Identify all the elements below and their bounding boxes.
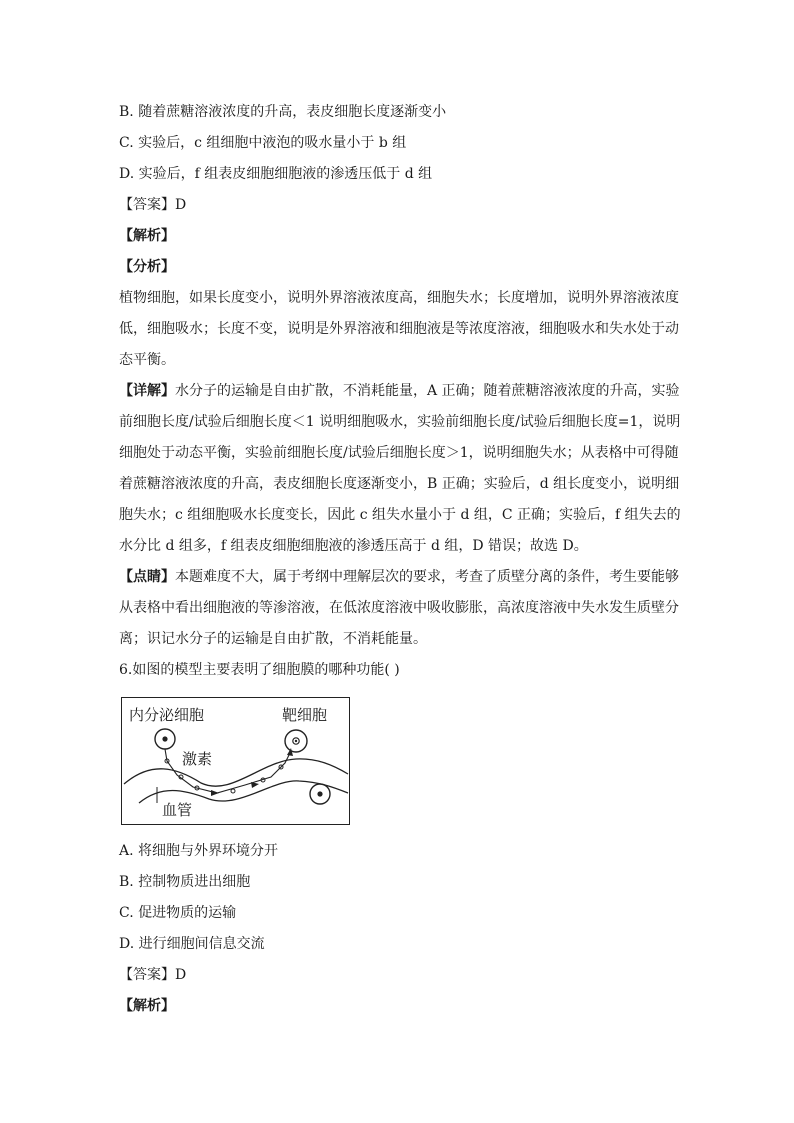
q6-option-d: D. 进行细胞间信息交流 [119, 936, 265, 952]
figure-label-target-cell: 靶细胞 [282, 706, 328, 724]
q5-dianjing-text-1: 本题难度不大，属于考纲中理解层次的要求，考查了质壁分离的条件，考生要能够 [175, 569, 679, 585]
q6-answer: 【答案】D [119, 967, 187, 983]
q5-xiangjie-text-1: 水分子的运输是自由扩散，不消耗能量，A 正确；随着蔗糖溶液浓度的升高，实验 [175, 383, 680, 399]
q6-analysis-label: 【解析】 [119, 998, 175, 1014]
figure-label-hormone: 激素 [182, 750, 213, 768]
q5-analysis-label: 【解析】 [119, 228, 175, 244]
q5-xiangjie-label: 【详解】 [119, 383, 175, 399]
q6-option-c: C. 促进物质的运输 [119, 905, 237, 921]
q5-fenxi-line-1: 植物细胞，如果长度变小，说明外界溶液浓度高，细胞失水；长度增加，说明外界溶液浓度 [119, 290, 679, 306]
q5-option-c: C. 实验后，c 组细胞中液泡的吸水量小于 b 组 [119, 135, 407, 151]
q5-xiangjie-line-2: 前细胞长度/试验后细胞长度＜1 说明细胞吸水，实验前细胞长度/试验后细胞长度=1，说明 [119, 414, 681, 430]
q6-option-b: B. 控制物质进出细胞 [119, 874, 251, 890]
cell-signaling-figure [121, 697, 350, 825]
q5-xiangjie-line-5: 胞失水；c 组细胞吸水长度变长，因此 c 组失水量小于 d 组，C 正确；实验后，f 组失去的 [119, 507, 681, 523]
q5-xiangjie-line-4: 着蔗糖溶液浓度的升高，表皮细胞长度逐渐变小，B 正确；实验后，d 组长度变小，说明细 [119, 476, 680, 492]
q5-dianjing-label: 【点睛】 [119, 569, 175, 585]
q5-dianjing-line-3: 离；识记水分子的运输是自由扩散，不消耗能量。 [119, 631, 427, 647]
q5-xiangjie-line-3: 细胞处于动态平衡，实验前细胞长度/试验后细胞长度＞1，说明细胞失水；从表格中可得随 [119, 445, 679, 461]
figure-label-blood-vessel: 血管 [162, 801, 193, 819]
q6-stem: 6.如图的模型主要表明了细胞膜的哪种功能( ) [119, 662, 400, 678]
q5-fenxi-line-2: 低，细胞吸水；长度不变，说明是外界溶液和细胞液是等浓度溶液，细胞吸水和失水处于动 [119, 321, 679, 337]
q5-dianjing-line-1 [119, 568, 679, 586]
q5-fenxi-line-3: 态平衡。 [119, 352, 175, 368]
figure-label-endocrine-cell: 内分泌细胞 [129, 706, 205, 724]
q5-dianjing-line-2: 从表格中看出细胞液的等渗溶液，在低浓度溶液中吸收膨胀，高浓度溶液中失水发生质壁分 [119, 600, 679, 616]
q5-option-d: D. 实验后，f 组表皮细胞细胞液的渗透压低于 d 组 [119, 166, 433, 182]
q5-xiangjie-line-1 [119, 382, 680, 400]
q5-fenxi-label: 【分析】 [119, 259, 175, 275]
q5-option-b: B. 随着蔗糖溶液浓度的升高，表皮细胞长度逐渐变小 [119, 104, 447, 120]
q5-xiangjie-line-6: 水分比 d 组多，f 组表皮细胞细胞液的渗透压高于 d 组，D 错误；故选 D。 [119, 538, 588, 554]
q6-option-a: A. 将细胞与外界环境分开 [119, 843, 279, 859]
q5-answer: 【答案】D [119, 197, 187, 213]
